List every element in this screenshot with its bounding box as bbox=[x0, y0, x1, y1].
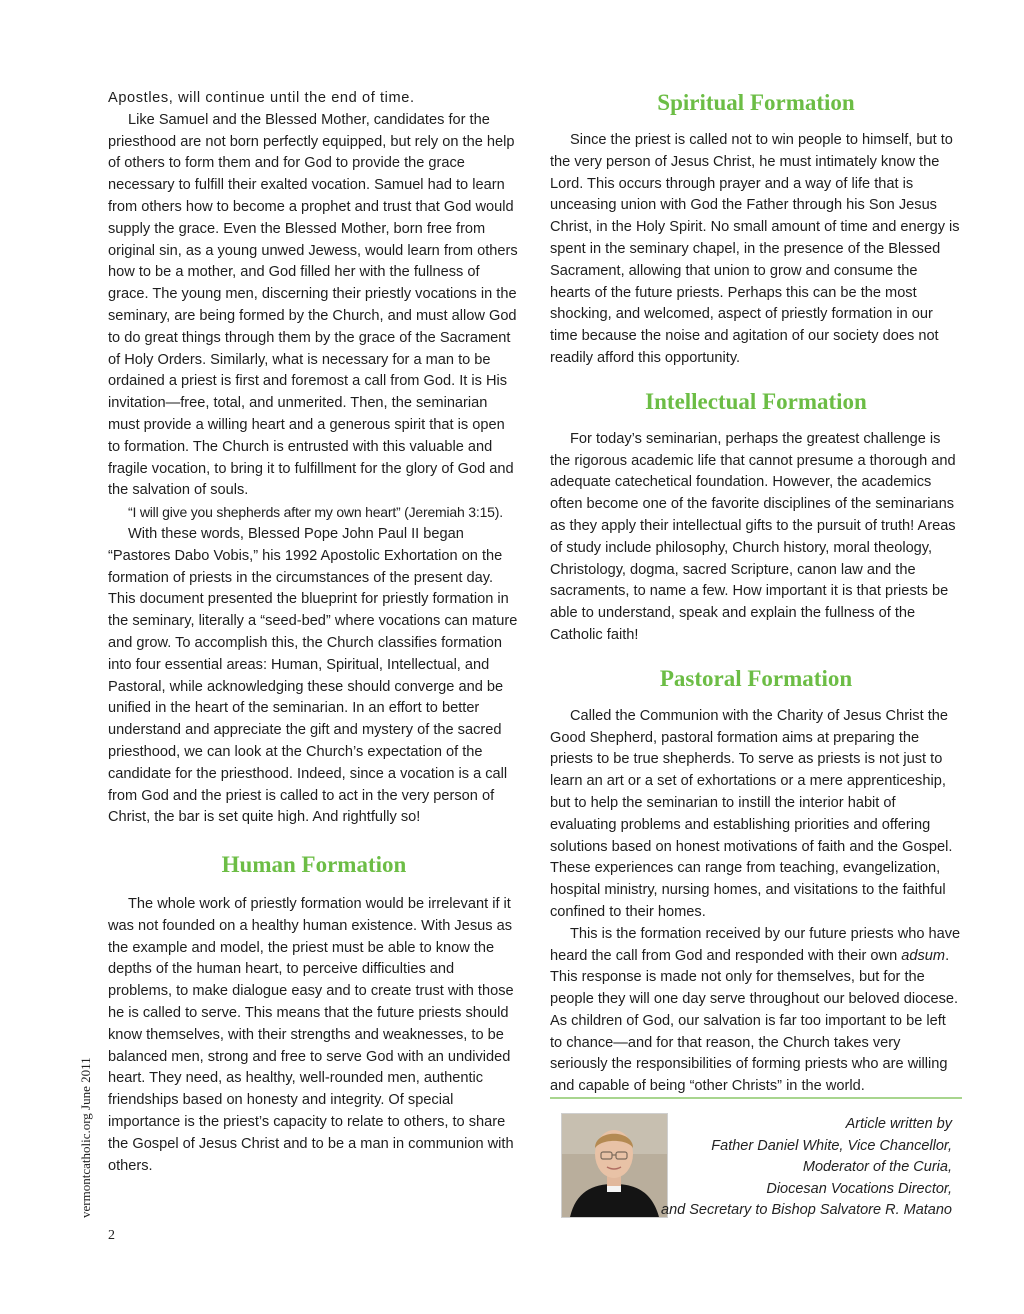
paragraph-pastoral: Called the Communion with the Charity of Jesus Christ the Good Shepherd, pastoral formation aims at preparing the priests to be true shepherds. To serve as priests is not just to learn an art or a set of exhortations or a mere apprenticeship, but to help the seminarian to instill the interior habit of evaluating problems and establishing priorities and offering solutions based on honest motivations of faith and the Gospel. These experiences can range from teaching, evangelization, hospital ministry, nursing homes, and visitations to the faithful confined to their homes. bbox=[550, 707, 953, 920]
quote-jeremiah: “I will give you shepherds after my own heart” (Jeremiah 3:15). bbox=[128, 504, 503, 521]
final-text-after: . This response is made not only for themselves, but for the people they will one day serve throughout our beloved diocese. As children of God, our salvation is far too important to be left to chance—and for that reason, the Church takes very seriously the responsibilities of forming priests who are willing and capable of being “other Christs” in the world. bbox=[550, 947, 959, 1095]
heading-spiritual-formation: Spiritual Formation bbox=[657, 90, 855, 115]
paragraph-spiritual: Since the priest is called not to win people to himself, but to the very person of Jesus Christ, he must intimately know the Lord. This occurs through prayer and a way of life that is unceasing union with God the Father through his Son Jesus Christ, in the Holy Spirit. No small amount of time and energy is spent in the seminary chapel, in the presence of the Blessed Sacrament, allowing that union to grow and consume the hearts of the future priests. Perhaps this can be the most shocking, and welcomed, aspect of priestly formation in our time because the noise and agitation of our society does not readily afford this opportunity. bbox=[550, 132, 960, 366]
paragraph-pastores: With these words, Blessed Pope John Paul II began “Pastores Dabo Vobis,” his 1992 Apostolic Exhortation on the formation of priests in the circumstances of the present day. This document presented the blueprint for priestly formation in the seminary, literally a “seed-bed” where vocations can mature and grow. To accomplish this, the Church classifies formation into four essential areas: Human, Spiritual, Intellectual, and Pastoral, while acknowledging these should converge and be unified in the heart of the seminarian. In an effort to better understand and appreciate the gift and mystery of the sacred priesthood, we can look at the Church’s expectation of the candidate for the priesthood. Indeed, since a vocation is a call from God and the priest is called to act in the very person of Christ, the bar is set quite high. And rightfully so! bbox=[108, 525, 518, 826]
right-column bbox=[550, 88, 962, 1098]
heading-human-formation: Human Formation bbox=[221, 852, 407, 878]
credit-line: and Secretary to Bishop Salvatore R. Matano bbox=[661, 1202, 952, 1219]
divider-rule bbox=[550, 1097, 962, 1099]
final-text-before: This is the formation received by our future priests who have heard the call from God and responded with their own bbox=[550, 925, 961, 964]
credit-line: Diocesan Vocations Director, bbox=[766, 1180, 952, 1197]
page-number: 2 bbox=[108, 1228, 115, 1243]
heading-pastoral-formation: Pastoral Formation bbox=[659, 665, 853, 691]
vertical-footer-text: vermontcatholic.org June 2011 bbox=[78, 1057, 93, 1218]
left-column bbox=[108, 88, 520, 1177]
paragraph-intellectual: For today’s seminarian, perhaps the greatest challenge is the rigorous academic life that cannot presume a thorough and adequate catechetical foundation. However, the academics often become one of the favorite disciplines of the seminarians as they apply their intellectual gifts to the pursuit of truth! Areas of study include philosophy, Church history, moral theology, Christology, dogma, sacred Scripture, canon law and the sacraments, to name a few. How important it is that priests be able to understand, speak and explain the fullness of the Catholic faith! bbox=[550, 430, 956, 643]
credit-line: Father Daniel White, Vice Chancellor, bbox=[711, 1137, 952, 1154]
heading-intellectual-formation: Intellectual Formation bbox=[645, 388, 867, 414]
credit-line: Moderator of the Curia, bbox=[802, 1159, 952, 1176]
paragraph-final bbox=[550, 924, 962, 1098]
paragraph-human: The whole work of priestly formation would be irrelevant if it was not founded on a healthy human existence. With Jesus as the example and model, the priest must be able to know the depths of the human heart, to perceive difficulties and problems, to make dialogue easy and to create trust with those he is called to serve. This means that the future priests should know themselves, with their strengths and weaknesses, to be balanced men, strong and free to serve God with an undivided heart. They need, as healthy, well-rounded men, authentic friendships based on honesty and integrity. Of special importance is the priest’s capacity to relate to others, to share the Gospel of Jesus Christ and to be a man in communion with others. bbox=[108, 896, 514, 1174]
final-text-italic: adsum bbox=[901, 947, 946, 964]
author-credit bbox=[640, 1114, 952, 1222]
paragraph-continued: Apostles, will continue until the end of time. bbox=[108, 90, 415, 106]
credit-line: Article written by bbox=[845, 1116, 952, 1132]
paragraph-samuel: Like Samuel and the Blessed Mother, candidates for the priesthood are not born perfectly equipped, but rely on the help of others to form them and for God to provide the grace necessary to fulfill their exalted vocation. Samuel had to learn from others how to become a prophet and trust that God would supply the grace. Even the Blessed Mother, born free from original sin, as a young unwed Jewess, would learn from others how to be a mother, and God filled her with the fullness of grace. The young men, discerning their priestly vocations in the seminary, are being formed by the Church, and must allow God to do great things through them by the grace of the Sacrament of Holy Orders. Similarly, what is necessary for a man to be ordained a priest is first and foremost a call from God. It is His invitation—free, total, and unmerited. Then, the seminarian must provide a willing heart and a generous spirit that is open to formation. The Church is entrusted with this valuable and fragile vocation, to bring it to fulfillment for the glory of God and the salvation of souls. bbox=[108, 111, 518, 499]
